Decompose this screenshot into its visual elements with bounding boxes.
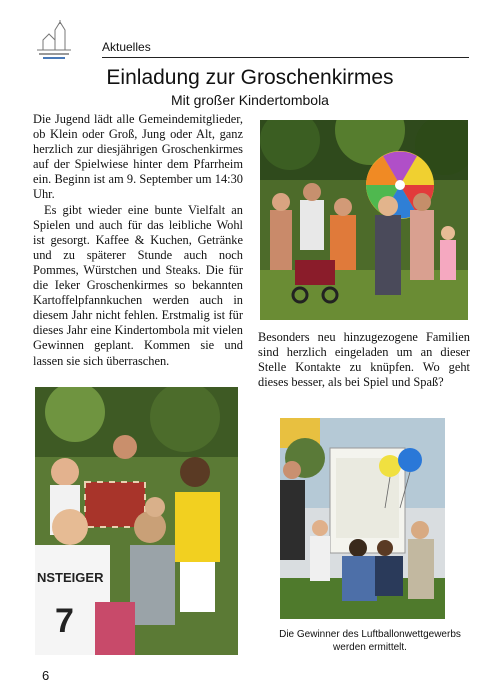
paragraph-1: Die Jugend lädt alle Gemeindemitglieder, ob Klein oder Groß, Jung oder Alt, ganz herzlich zur diesjährigen Groschenkirmes auf der Spielwiese hinter dem Pfarrheim ein. Beginn ist am 9. September um 14:30 Uhr. bbox=[33, 112, 243, 202]
shirt-number: 7 bbox=[55, 602, 74, 640]
festival-crowd-photo bbox=[260, 120, 468, 320]
article-subtitle: Mit großer Kindertombola bbox=[171, 92, 329, 108]
page-number: 6 bbox=[42, 668, 50, 683]
article-body bbox=[33, 112, 243, 369]
side-paragraph: Besonders neu hinzugezogene Familien sind herzlich eingeladen um an dieser Stelle Kontakte zu knüpfen. Wo geht dieses besser, als bei Spiel und Spaß? bbox=[258, 330, 470, 390]
paragraph-2: Es gibt wieder eine bunte Vielfalt an Spielen und auch für das leibliche Wohl ist gesorgt. Kaffee & Kuchen, Getränke und zu späterer Stunde auch noch Pommes, Würstchen und Steaks. Die für die Ieker Groschenkirmes so bekannten Kartoffelpfannkuchen werden auch in diesem Jahr nicht fehlen. Erstmalig ist für dieses Jahr eine Kindertombola mit vielen Gewinnen geplant. Kommen sie und lassen sie sich überraschen. bbox=[33, 202, 243, 368]
church-logo-icon bbox=[33, 20, 75, 62]
section-label: Aktuelles bbox=[102, 40, 151, 54]
photo-caption: Die Gewinner des Luftballonwettgewerbs werden ermittelt. bbox=[279, 629, 461, 653]
children-crowd-photo bbox=[35, 387, 238, 655]
article-title: Einladung zur Groschenkirmes bbox=[106, 66, 394, 89]
shirt-text: NSTEIGER bbox=[37, 570, 104, 585]
balloon-contest-photo bbox=[280, 418, 445, 619]
header-divider bbox=[102, 57, 469, 58]
